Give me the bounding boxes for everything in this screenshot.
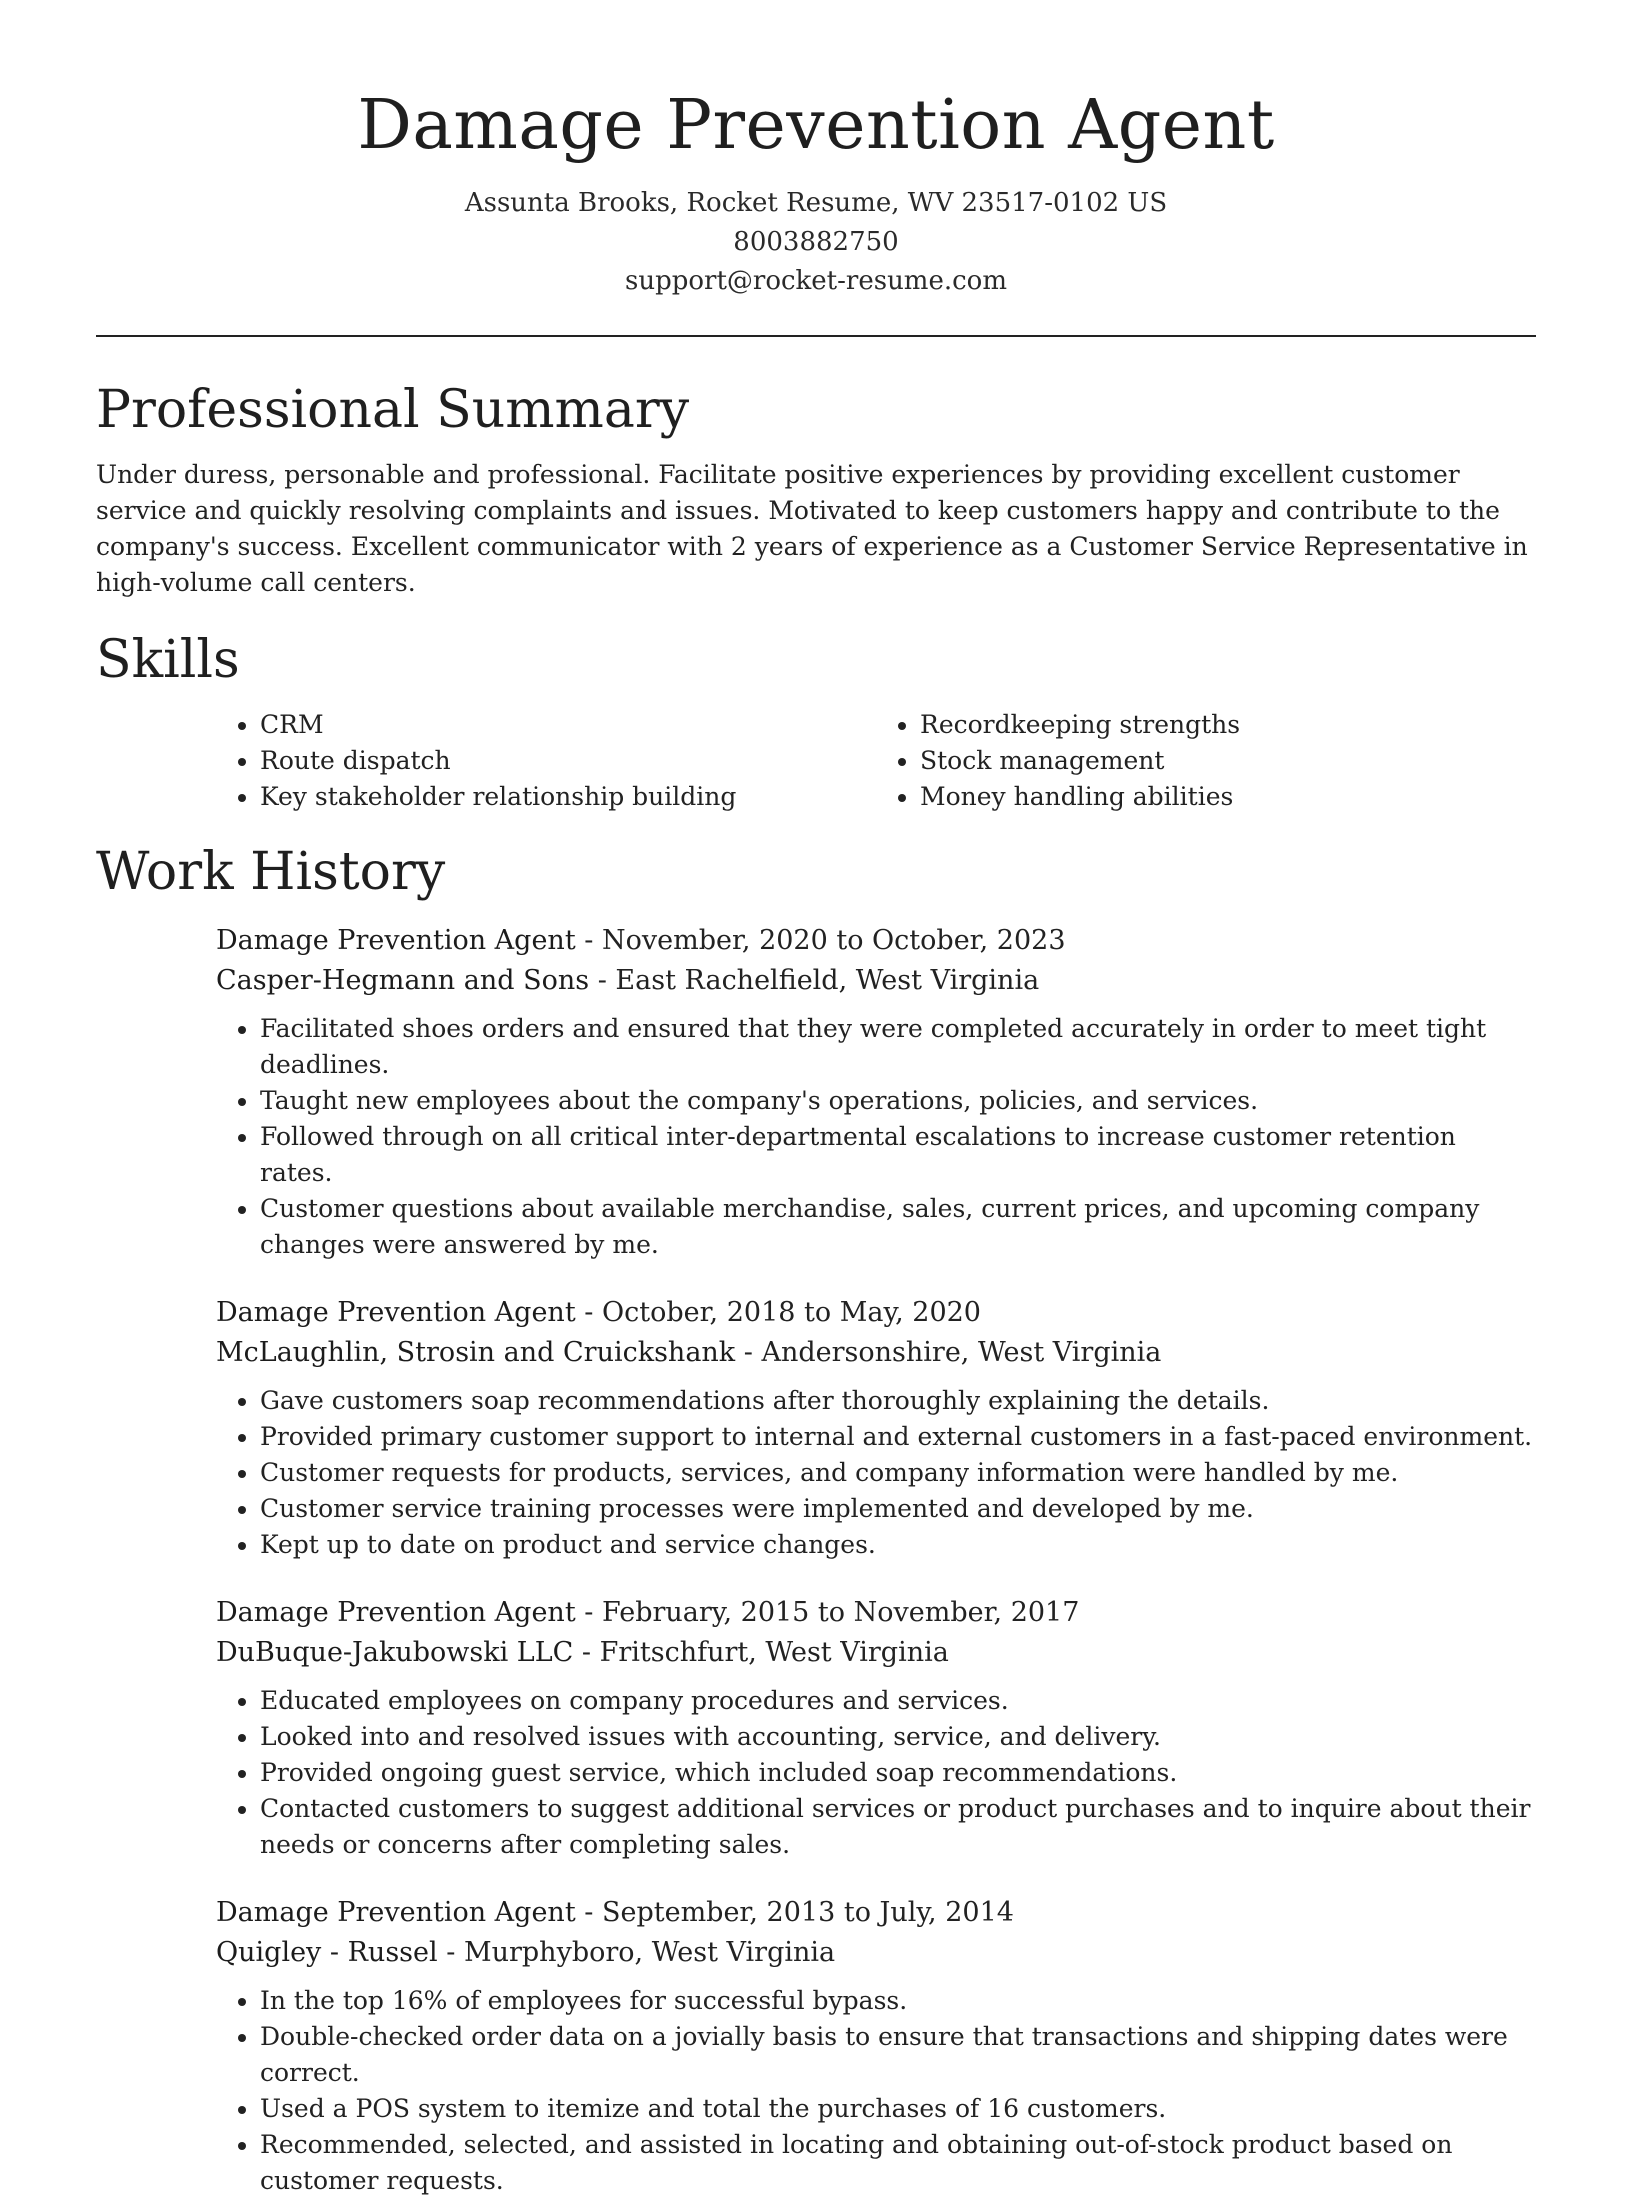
job-company-line: Casper-Hegmann and Sons - East Rachelfield, West Virginia xyxy=(216,965,1040,996)
job-bullet: • Provided primary customer support to internal and external customers in a fast-paced environment. xyxy=(260,1419,1536,1455)
job-bullet: • Recommended, selected, and assisted in locating and obtaining out-of-stock product based on customer requests. xyxy=(260,2127,1536,2199)
skills-section xyxy=(96,625,1536,815)
job-bullet: • Customer questions about available merchandise, sales, current prices, and upcoming company changes were answered by me. xyxy=(260,1191,1536,1263)
job-title: Damage Prevention Agent xyxy=(216,1297,576,1328)
skill-item: • Key stakeholder relationship building xyxy=(260,779,876,815)
skills-columns xyxy=(216,707,1536,815)
job-company: DuBuque-Jakubowski LLC xyxy=(216,1637,574,1668)
job-company: Quigley - Russel xyxy=(216,1937,438,1968)
job-company: McLaughlin, Strosin and Cruickshank xyxy=(216,1337,736,1368)
job-bullet: • Kept up to date on product and service changes. xyxy=(260,1527,1536,1563)
job-bullet: • Taught new employees about the company's operations, policies, and services. xyxy=(260,1083,1536,1119)
job-company: Casper-Hegmann and Sons xyxy=(216,965,590,996)
resume-title: Damage Prevention Agent xyxy=(357,86,1275,165)
job-bullet: • Educated employees on company procedures and services. xyxy=(260,1683,1536,1719)
contact-address: Assunta Brooks, Rocket Resume, WV 23517-0102 US xyxy=(464,188,1168,218)
skill-item: • Money handling abilities xyxy=(920,779,1536,815)
job-bullet: • Provided ongoing guest service, which included soap recommendations. xyxy=(260,1755,1536,1791)
job-company-line: Quigley - Russel - Murphyboro, West Virginia xyxy=(216,1937,836,1968)
job-bullet: • Double-checked order data on a jovially basis to ensure that transactions and shipping dates were correct. xyxy=(260,2019,1536,2091)
job-bullets xyxy=(216,1383,1536,1563)
job-dates: February, 2015 to November, 2017 xyxy=(601,1597,1080,1628)
job-title-line: Damage Prevention Agent - September, 2013 to July, 2014 xyxy=(216,1897,1014,1928)
skill-item: • Stock management xyxy=(920,743,1536,779)
job-title-line: Damage Prevention Agent - February, 2015 to November, 2017 xyxy=(216,1597,1080,1628)
job-bullets xyxy=(216,1983,1536,2199)
job-title: Damage Prevention Agent xyxy=(216,1597,576,1628)
resume-header xyxy=(96,0,1536,301)
skill-item: • CRM xyxy=(260,707,876,743)
skills-list-right xyxy=(876,707,1536,815)
job-entry xyxy=(216,1293,1536,1563)
contact-block xyxy=(96,184,1536,301)
job-bullets xyxy=(216,1683,1536,1863)
job-dates: September, 2013 to July, 2014 xyxy=(601,1897,1014,1928)
job-dates: October, 2018 to May, 2020 xyxy=(601,1297,981,1328)
skill-item: • Route dispatch xyxy=(260,743,876,779)
header-divider xyxy=(96,335,1536,337)
contact-email: support@rocket-resume.com xyxy=(624,266,1007,296)
job-bullet: • In the top 16% of employees for successful bypass. xyxy=(260,1983,1536,2019)
job-bullet: • Customer requests for products, services, and company information were handled by me. xyxy=(260,1455,1536,1491)
job-dates: November, 2020 to October, 2023 xyxy=(601,925,1066,956)
job-entry xyxy=(216,1593,1536,1863)
job-title-line: Damage Prevention Agent - October, 2018 to May, 2020 xyxy=(216,1297,981,1328)
skill-item: • Recordkeeping strengths xyxy=(920,707,1536,743)
summary-heading: Professional Summary xyxy=(96,380,690,440)
job-title-line: Damage Prevention Agent - November, 2020 to October, 2023 xyxy=(216,925,1066,956)
job-bullet: • Looked into and resolved issues with accounting, service, and delivery. xyxy=(260,1719,1536,1755)
job-location: East Rachelfield, West Virginia xyxy=(615,965,1040,996)
contact-phone: 8003882750 xyxy=(733,227,899,257)
summary-text: Under duress, personable and professional. Facilitate positive experiences by providing excellent customer service and quickly resolving complaints and issues. Motivated to keep customers happy and contribute to the company's success. Excellent communicator with 2 years of experience as a Customer Service Representative in high-volume call centers. xyxy=(96,460,1528,597)
job-title: Damage Prevention Agent xyxy=(216,1897,576,1928)
job-title: Damage Prevention Agent xyxy=(216,925,576,956)
summary-section xyxy=(96,375,1536,601)
job-location: Murphyboro, West Virginia xyxy=(463,1937,836,1968)
job-company-line: DuBuque-Jakubowski LLC - Fritschfurt, West Virginia xyxy=(216,1637,949,1668)
job-bullet: • Gave customers soap recommendations after thoroughly explaining the details. xyxy=(260,1383,1536,1419)
job-bullet: • Contacted customers to suggest additional services or product purchases and to inquire about their needs or concerns after completing sales. xyxy=(260,1791,1536,1863)
resume-page xyxy=(96,0,1536,2199)
skills-list-left xyxy=(216,707,876,815)
job-bullet: • Used a POS system to itemize and total the purchases of 16 customers. xyxy=(260,2091,1536,2127)
work-heading: Work History xyxy=(96,842,446,902)
job-entry xyxy=(216,921,1536,1263)
work-section xyxy=(96,837,1536,2199)
job-entry xyxy=(216,1893,1536,2199)
job-bullet: • Facilitated shoes orders and ensured that they were completed accurately in order to meet tight deadlines. xyxy=(260,1011,1536,1083)
job-bullet: • Customer service training processes were implemented and developed by me. xyxy=(260,1491,1536,1527)
job-bullet: • Followed through on all critical inter-departmental escalations to increase customer retention rates. xyxy=(260,1119,1536,1191)
job-location: Fritschfurt, West Virginia xyxy=(599,1637,949,1668)
skills-heading: Skills xyxy=(96,630,240,690)
job-company-line: McLaughlin, Strosin and Cruickshank - Andersonshire, West Virginia xyxy=(216,1337,1162,1368)
job-bullets xyxy=(216,1011,1536,1263)
job-location: Andersonshire, West Virginia xyxy=(761,1337,1162,1368)
